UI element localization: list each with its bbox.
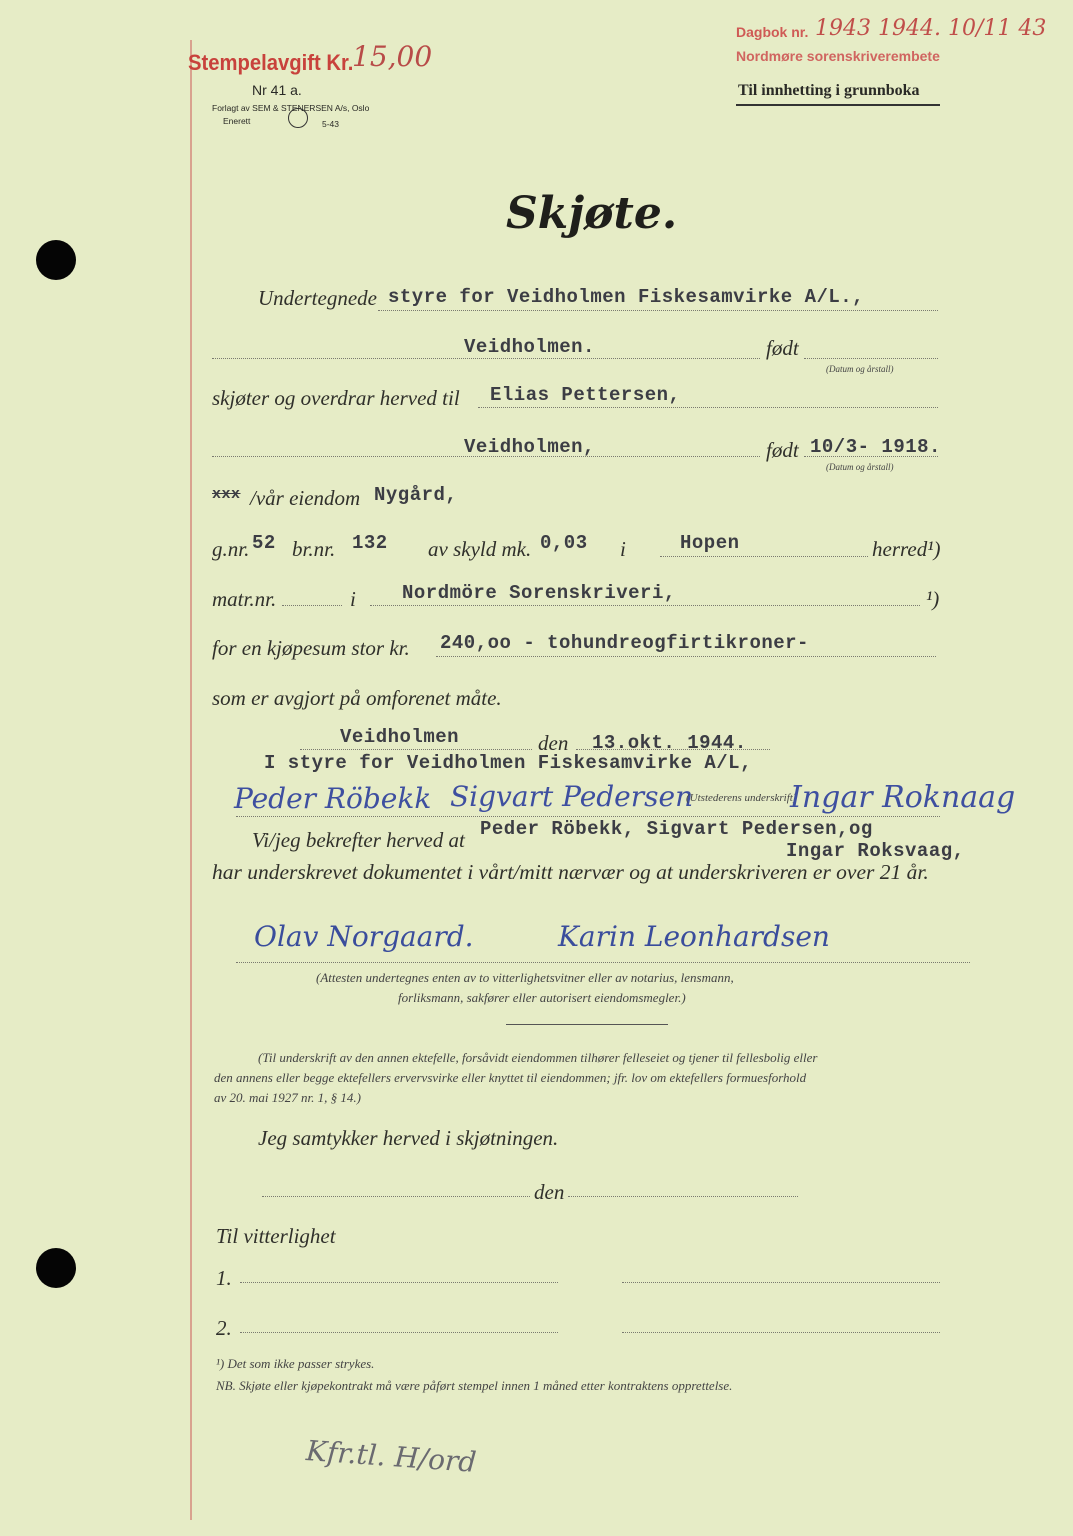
signature-3: Ingar Roknaag — [790, 780, 1016, 815]
kjopesum-value: 240,oo - tohundreogfirtikroner- — [440, 632, 809, 654]
datum-note: (Datum og årstall) — [826, 364, 894, 374]
buyer-fodt-label: født — [766, 438, 799, 462]
dotline — [212, 456, 760, 457]
publisher-code: 5-43 — [322, 119, 340, 129]
buyer-birth: 10/3- 1918. — [810, 436, 941, 458]
dotline — [622, 1282, 940, 1283]
bekrefter-names: Peder Röbekk, Sigvart Pedersen,og — [480, 818, 873, 840]
matr-note: ¹) — [926, 587, 940, 611]
bekrefter-names-2: Ingar Roksvaag, — [786, 840, 965, 862]
registry-underline — [736, 104, 940, 106]
fodt-label: født — [766, 336, 799, 360]
skjoter-label: skjøter og overdrar herved til — [212, 386, 460, 410]
stamp-label: Stempelavgift Kr. — [188, 50, 354, 75]
matr-label: matr.nr. — [212, 587, 277, 611]
gnr-value: 52 — [252, 532, 276, 554]
dotline — [236, 962, 970, 963]
eiendom-label: /vår eiendom — [250, 486, 361, 510]
witness-number-2: 2. — [216, 1316, 232, 1340]
dotline — [378, 310, 938, 311]
struck-prefix: xxx — [212, 486, 241, 503]
dotline — [282, 605, 342, 606]
samtykker-text: Jeg samtykker herved i skjøtningen. — [258, 1126, 559, 1150]
margin-rule — [190, 40, 192, 1520]
bottom-scribble: Kfr.tl. H/ord — [305, 1434, 478, 1479]
dotline — [240, 1282, 558, 1283]
punch-hole-bottom — [36, 1248, 76, 1288]
witness-signature-2: Karin Leonhardsen — [558, 920, 830, 953]
matr-i: i — [350, 587, 356, 611]
undertegnede-label: Undertegnede — [258, 286, 377, 310]
footnote-2: NB. Skjøte eller kjøpekontrakt må være påført stempel innen 1 måned etter kontraktens opprettelse. — [216, 1378, 733, 1393]
witness-signature-1: Olav Norgaard. — [254, 920, 474, 953]
den-label: den — [538, 731, 569, 755]
attest-note-1: (Attesten undertegnes enten av to vitterlighetsvitner eller av notarius, lensmann, — [316, 970, 734, 985]
dotline — [568, 1196, 798, 1197]
seller-place: Veidholmen. — [464, 336, 595, 358]
place-signed: Veidholmen — [340, 726, 460, 748]
kjopesum-label: for en kjøpesum stor kr. — [212, 636, 410, 660]
stamp-amount: 15,00 — [352, 40, 433, 73]
dotline — [478, 407, 938, 408]
dotline — [236, 816, 940, 817]
gnr-label: g.nr. — [212, 537, 250, 561]
signature-2: Sigvart Pedersen — [450, 780, 694, 813]
footnote-1: ¹) Det som ikke passer strykes. — [216, 1356, 375, 1371]
spouse-note-2: den annens eller begge ektefellers ervervsvirke eller knyttet til eiendommen; jfr. lov om ektefellers formuesforhold — [214, 1070, 807, 1085]
date-signed: 13.okt. 1944. — [592, 732, 747, 754]
vitterlighet-label: Til vitterlighet — [216, 1224, 336, 1248]
registry-note: Til innhetting i grunnboka — [738, 82, 920, 99]
dotline — [660, 556, 868, 557]
attest-note-2: forliksmann, sakfører eller autorisert eiendomsmegler.) — [398, 990, 686, 1005]
dotline — [240, 1332, 558, 1333]
herred-name: Hopen — [680, 532, 740, 554]
dotline — [576, 749, 770, 750]
avgjort-text: som er avgjort på omforenet måte. — [212, 686, 502, 710]
document-title: Skjøte. — [506, 188, 678, 239]
datum-note-2: (Datum og årstall) — [826, 462, 894, 472]
buyer-place: Veidholmen, — [464, 436, 595, 458]
utsteder-note: (Utstederens underskrift) — [686, 792, 797, 804]
buyer-name: Elias Pettersen, — [490, 384, 681, 406]
dotline — [622, 1332, 940, 1333]
undertegnede-value: styre for Veidholmen Fiskesamvirke A/L., — [388, 286, 865, 308]
dotline — [804, 358, 938, 359]
form-number: Nr 41 a. — [252, 82, 302, 98]
publisher-line: Forlagt av SEM & STENERSEN A/s, Oslo — [212, 103, 370, 113]
underskrevet-text: har underskrevet dokumentet i vårt/mitt nærvær og at underskriveren er over 21 år. — [212, 860, 929, 884]
separator-line — [506, 1024, 668, 1025]
brnr-value: 132 — [352, 532, 388, 554]
dagbok-label: Dagbok nr. — [736, 24, 809, 40]
skyld-value: 0,03 — [540, 532, 588, 554]
signature-1: Peder Röbekk — [234, 782, 432, 815]
bekrefter-label: Vi/jeg bekrefter herved at — [252, 828, 465, 852]
dotline — [212, 358, 760, 359]
dotline — [804, 456, 938, 457]
matr-value: Nordmöre Sorenskriveri, — [402, 582, 676, 604]
dotline — [370, 605, 920, 606]
witness-number-1: 1. — [216, 1266, 232, 1290]
den-label-2: den — [534, 1180, 565, 1204]
publisher-logo — [288, 108, 308, 128]
board-line: I styre for Veidholmen Fiskesamvirke A/L, — [264, 752, 752, 774]
i-label: i — [620, 537, 626, 561]
dotline — [300, 749, 532, 750]
dagbok-value: 1943 1944. 10/11 43 — [815, 16, 1047, 41]
spouse-note-3: av 20. mai 1927 nr. 1, § 14.) — [214, 1090, 361, 1105]
dotline — [262, 1196, 530, 1197]
eiendom-name: Nygård, — [374, 484, 458, 506]
herred-label: herred¹) — [872, 537, 941, 561]
spouse-note-1: (Til underskrift av den annen ektefelle, forsåvidt eiendommen tilhører felleseiet og tjener til fellesbolig eller — [258, 1050, 818, 1065]
publisher-enerett: Enerett — [223, 116, 251, 126]
dotline — [436, 656, 936, 657]
office-stamp: Nordmøre sorenskriverembete — [736, 48, 940, 64]
brnr-label: br.nr. — [292, 537, 336, 561]
skyld-label: av skyld mk. — [428, 537, 532, 561]
punch-hole-top — [36, 240, 76, 280]
